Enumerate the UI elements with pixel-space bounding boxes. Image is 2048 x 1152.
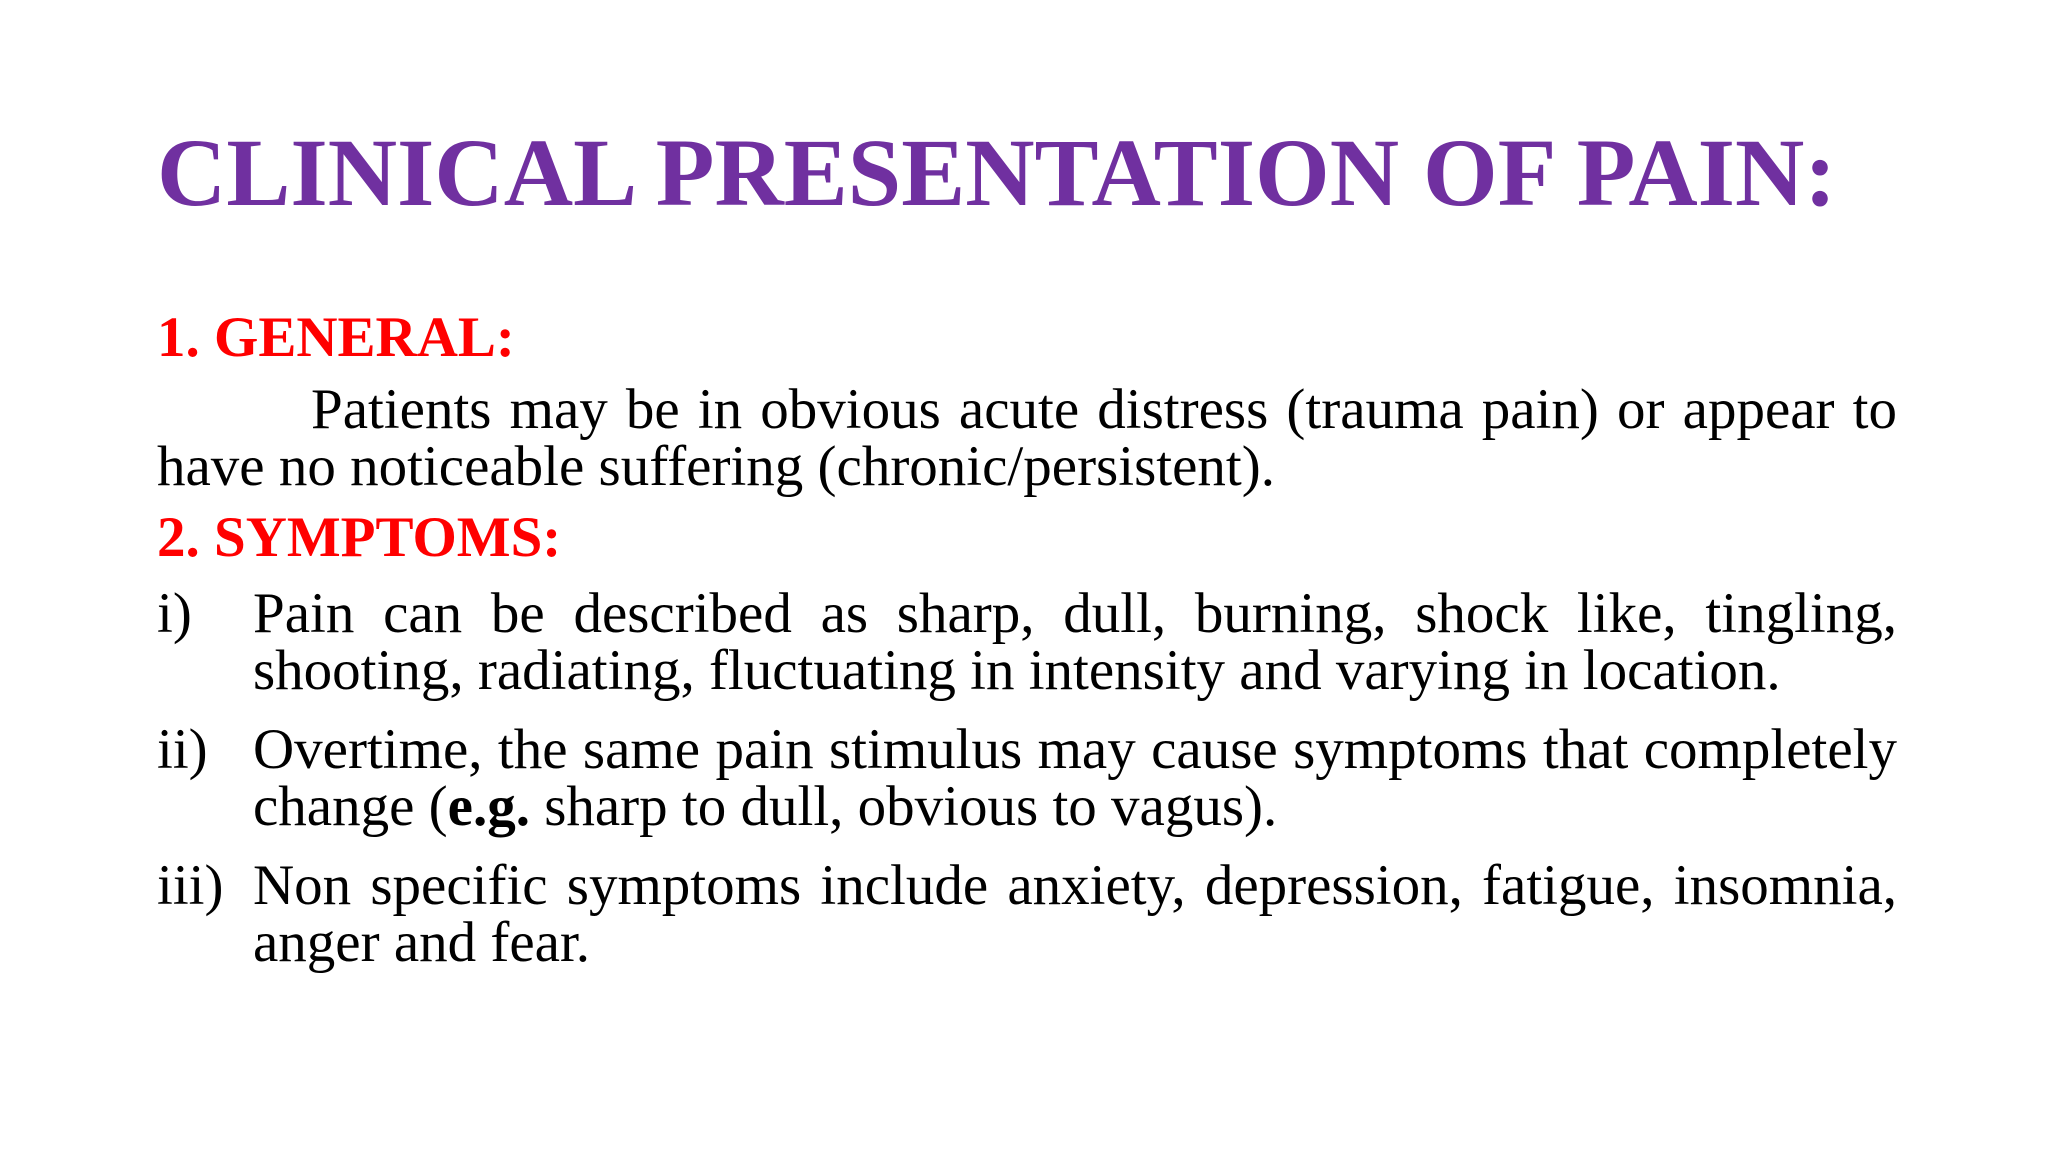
list-marker: ii): [157, 718, 208, 781]
list-item: [157, 582, 1897, 702]
list-item: [157, 854, 1897, 974]
list-item: [157, 718, 1897, 838]
list-marker: iii): [157, 854, 224, 917]
list-marker: i): [157, 582, 192, 645]
symptoms-heading: 2. SYMPTOMS:: [157, 506, 562, 569]
general-paragraph: Patients may be in obvious acute distress (trauma pain) or appear to have no noticeable suffering (chronic/persistent).: [157, 378, 1897, 498]
list-item-text-start: Overtime, the same pain stimulus may cause symptoms that completely change (: [253, 718, 1897, 838]
slide-title: CLINICAL PRESENTATION OF PAIN:: [157, 119, 1837, 226]
general-heading: 1. GENERAL:: [157, 306, 515, 369]
symptoms-list: [157, 582, 1897, 974]
list-item-text: [253, 718, 1897, 838]
list-item-text: Non specific symptoms include anxiety, depression, fatigue, insomnia, anger and fear.: [253, 854, 1897, 974]
list-item-text: Pain can be described as sharp, dull, burning, shock like, tingling, shooting, radiating, fluctuating in intensity and varying in location.: [253, 582, 1897, 702]
slide-content: [157, 303, 1897, 993]
list-item-text-bold: e.g.: [447, 775, 530, 838]
list-item-text-end: sharp to dull, obvious to vagus).: [529, 775, 1278, 838]
